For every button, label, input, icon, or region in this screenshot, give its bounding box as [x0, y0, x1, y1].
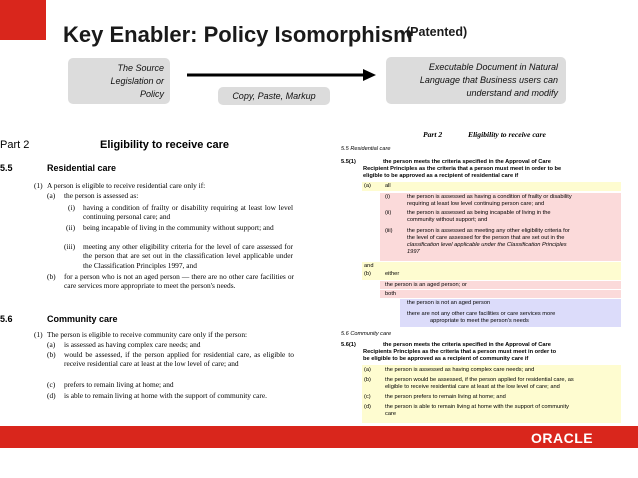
subsection-label: 5.6 Community care — [341, 331, 392, 337]
rule-label: (c) — [364, 394, 371, 400]
rule-text: the level of care assessed for the person that are set out in the — [407, 235, 565, 241]
rule-number: 5.5(1) — [341, 159, 356, 165]
rule-text: eligible to be approved as a recipient of residential care if — [363, 173, 519, 179]
clause-label: (a) — [47, 340, 56, 349]
rule-text: the person is assessed as meeting any other eligibility criteria for — [407, 228, 570, 234]
rule-text: Recipient Principles as the criteria that a person must meet in order to be — [363, 166, 562, 172]
section-name: Residential care — [47, 163, 117, 173]
rule-text: Recipients Principles as the criteria that a person must meet in order to — [363, 349, 557, 355]
rule-text: there are not any other care facilities or care services more — [407, 311, 556, 317]
rule-text: the person is not an aged person — [407, 300, 491, 306]
executable-line: Executable Document in Natural — [428, 62, 558, 72]
clause-label: (1) — [34, 330, 43, 339]
clause-label: (b) — [47, 350, 56, 359]
right-part-heading — [423, 130, 546, 139]
highlight-either — [362, 262, 621, 280]
executable-line: Language that Business users can — [419, 75, 558, 86]
source-line: The Source — [117, 63, 164, 73]
rule-text: the person meets the criteria specified in the Approval of Care — [383, 159, 551, 165]
clause-label: (d) — [47, 391, 56, 400]
rule-label: (b) — [364, 377, 371, 383]
source-line: Policy — [139, 89, 164, 100]
copy-paste-box: Copy, Paste, Markup — [218, 87, 330, 105]
oracle-logo: ORACLE — [531, 430, 594, 446]
clause-text: being incapable of living in the community without support; and — [83, 223, 274, 232]
part-number: Part 2 — [0, 139, 30, 151]
clause-text: The person is eligible to receive community care only if the person: — [47, 330, 248, 339]
rule-text: the person is able to remain living at home with the support of community — [385, 404, 569, 410]
rule-label: (iii) — [385, 228, 393, 234]
clause-label: (c) — [47, 380, 56, 389]
source-line: Legislation or — [110, 76, 164, 87]
clause-text: having a condition of frailty or disability requiring at least low level continuing personal care; and — [83, 203, 293, 222]
highlight-both — [380, 290, 621, 298]
rule-text: care — [385, 411, 397, 417]
rule-text: the person would be assessed, if the person applied for residential care, as — [385, 377, 574, 383]
rule-label: (a) — [364, 367, 371, 373]
part-title: Eligibility to receive care — [468, 130, 546, 139]
section-number: 5.6 — [0, 314, 13, 324]
rule-label: (d) — [364, 404, 371, 410]
clause-label: (iii) — [64, 242, 76, 251]
rule-text: the person is assessed as being incapable of living in the — [407, 210, 551, 216]
clause-label: (a) — [47, 191, 56, 200]
rule-number: 5.6(1) — [341, 342, 356, 348]
rule-label: (ii) — [385, 210, 392, 216]
flow-arrow-icon — [187, 68, 377, 82]
rule-text: the person is assessed as having a condition of frailty or disability — [407, 194, 572, 200]
clause-text: is assessed as having complex care needs; and — [64, 340, 201, 349]
clause-label: (1) — [34, 181, 43, 190]
rule-text: community without support; and — [407, 217, 488, 223]
section-number: 5.5 — [0, 163, 13, 173]
clause-text: would be assessed, if the person applied for residential care, as eligible to receive residential care at least at the low level of care; and — [64, 350, 294, 369]
slide-title: Key Enabler: Policy Isomorphism — [63, 22, 413, 47]
rule-label: (b) — [364, 271, 371, 277]
rule-text: eligible to receive residential care at least at the low level of care; and — [385, 384, 560, 390]
rule-text: the person is an aged person; or — [385, 282, 467, 288]
source-box — [68, 58, 170, 104]
rule-label: (i) — [385, 194, 391, 200]
rule-text: the person meets the criteria specified in the Approval of Care — [383, 342, 551, 348]
rule-text: classification level applicable under the Classification Principles — [407, 242, 567, 248]
clause-text: meeting any other eligibility criteria for the level of care assessed for the person that are set out in the classification level applicable under the Classification Principles 1997, and — [83, 242, 293, 270]
clause-text: A person is eligible to receive residential care only if: — [47, 181, 206, 190]
rule-text: either — [385, 271, 400, 277]
clause-text: for a person who is not an aged person — there are no other care facilities or care services more appropriate to meet the person's needs. — [64, 272, 294, 291]
clause-label: (b) — [47, 272, 56, 281]
rule-text: both — [385, 291, 397, 297]
part-number: Part 2 — [423, 130, 443, 139]
subsection-label: 5.5 Residential care — [341, 146, 391, 152]
rule-text: all — [385, 183, 391, 189]
executable-document-box — [386, 57, 566, 104]
clause-label: (ii) — [66, 223, 76, 232]
clause-label: (i) — [68, 203, 75, 212]
rule-label: (a) — [364, 183, 371, 189]
clause-text: the person is assessed as: — [64, 191, 139, 200]
executable-line: understand and modify — [466, 88, 558, 99]
rule-text: requiring at least low level continuing person care; and — [407, 201, 545, 207]
clause-text: is able to remain living at home with the support of community care. — [64, 391, 267, 400]
rule-text: be eligible to be approved as a recipient of community care if — [363, 356, 529, 362]
brand-corner-tab — [0, 0, 46, 40]
part-title: Eligibility to receive care — [100, 139, 230, 151]
rule-text: and — [364, 263, 374, 269]
rule-text: 1997 — [407, 249, 420, 255]
patented-label: (Patented) — [406, 25, 468, 39]
highlight-all — [362, 182, 621, 191]
rule-text: the person is assessed as having complex care needs; and — [385, 367, 535, 373]
clause-text: prefers to remain living at home; and — [64, 380, 174, 389]
rule-text: the person prefers to remain living at home; and — [385, 394, 506, 400]
section-name: Community care — [47, 314, 118, 324]
rule-text: appropriate to meet the person's needs — [430, 318, 529, 324]
